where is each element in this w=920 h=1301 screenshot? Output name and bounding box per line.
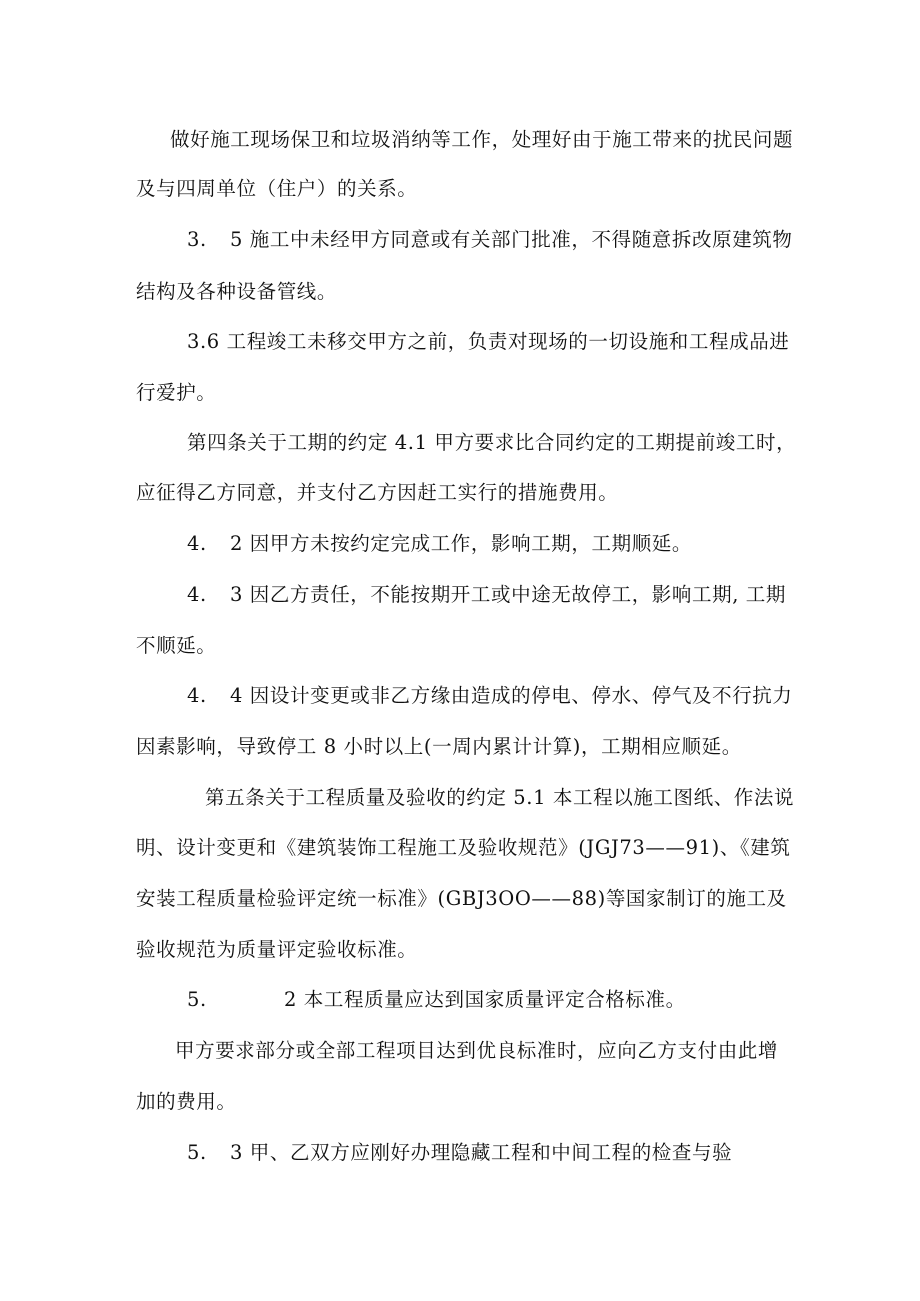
text-line: 3. bbox=[187, 228, 207, 251]
text-line: 结构及各种设备管线。 bbox=[136, 280, 338, 303]
text-line: 验收规范为质量评定验收标准。 bbox=[136, 938, 418, 961]
text-line: 5. bbox=[187, 1141, 207, 1164]
text-line: 明、设计变更和《建筑装饰工程施工及验收规范》(JGJ73——91)、《建筑 bbox=[136, 836, 791, 859]
text-line: 安装工程质量检验评定统一标准》(GBJ3OO——88)等国家制订的施工及 bbox=[136, 887, 787, 910]
text-line: 做好施工现场保卫和垃圾消纳等工作，处理好由于施工带来的扰民问题 bbox=[170, 128, 794, 151]
text-line: 3 甲、乙双方应刚好办理隐藏工程和中间工程的检查与验 bbox=[230, 1141, 733, 1164]
text-line: 甲方要求部分或全部工程项目达到优良标准时，应向乙方支付由此增 bbox=[175, 1039, 779, 1062]
text-line: 3.6 工程竣工未移交甲方之前，负责对现场的一切设施和工程成品进 bbox=[187, 330, 790, 353]
text-line: 第五条关于工程质量及验收的约定 5.1 本工程以施工图纸、作法说 bbox=[205, 786, 795, 809]
text-line: 2 本工程质量应达到国家质量评定合格标准。 bbox=[284, 988, 686, 1011]
text-line: 4. bbox=[187, 532, 207, 555]
text-line: 应征得乙方同意，并支付乙方因赶工实行的措施费用。 bbox=[136, 481, 619, 504]
text-line: 5 施工中未经甲方同意或有关部门批准，不得随意拆改原建筑物 bbox=[230, 228, 793, 251]
text-line: 2 因甲方未按约定完成工作，影响工期，工期顺延。 bbox=[230, 532, 693, 555]
text-line: 3 因乙方责任，不能按期开工或中途无故停工，影响工期, 工期 bbox=[230, 583, 787, 606]
text-line: 不顺延。 bbox=[136, 634, 217, 657]
text-line: 4. bbox=[187, 684, 207, 707]
text-line: 行爱护。 bbox=[136, 381, 217, 404]
text-line: 4 因设计变更或非乙方缘由造成的停电、停水、停气及不行抗力 bbox=[230, 684, 793, 707]
text-line: 5. bbox=[187, 988, 207, 1011]
text-line: 第四条关于工期的约定 4.1 甲方要求比合同约定的工期提前竣工时， bbox=[187, 431, 797, 454]
text-line: 因素影响，导致停工 8 小时以上(一周内累计计算)，工期相应顺延。 bbox=[136, 735, 742, 758]
text-line: 加的费用。 bbox=[136, 1090, 237, 1113]
text-line: 及与四周单位（住户）的关系。 bbox=[136, 177, 418, 200]
text-line: 4. bbox=[187, 583, 207, 606]
